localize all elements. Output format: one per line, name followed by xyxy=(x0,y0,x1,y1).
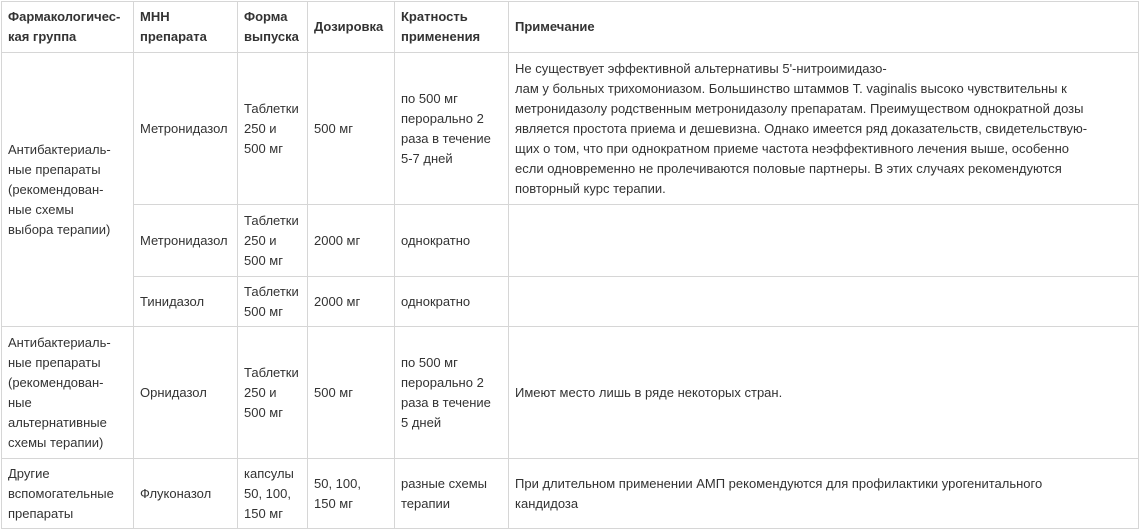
header-inn xyxy=(134,2,238,53)
inn-cell xyxy=(134,277,238,327)
header-note xyxy=(509,2,1139,53)
table-row xyxy=(2,327,1139,459)
form-value: Таблетки 250 и 500 мг xyxy=(244,212,299,268)
dose-cell xyxy=(308,277,395,327)
dose-value: 500 мг xyxy=(314,120,353,136)
freq-value: по 500 мг перорально 2 раза в течение 5-7 дней xyxy=(401,90,491,166)
dose-cell xyxy=(308,205,395,277)
header-form xyxy=(238,2,308,53)
header-form-text: Форма выпуска xyxy=(244,9,299,44)
header-freq xyxy=(395,2,509,53)
freq-cell xyxy=(395,327,509,459)
form-cell xyxy=(238,277,308,327)
note-value: При длительном применении АМП рекомендуются для профилактики урогенитального кандидоза xyxy=(515,475,1043,511)
freq-cell xyxy=(395,277,509,327)
note-cell xyxy=(509,327,1139,459)
table-header-row xyxy=(2,2,1139,53)
header-dose-text: Дозировка xyxy=(314,19,384,34)
inn-value: Тинидазол xyxy=(140,293,205,309)
form-cell xyxy=(238,205,308,277)
form-value: капсулы 50, 100, 150 мг xyxy=(244,465,294,521)
group-label: Антибактериаль- ные препараты (рекомендован- ные схемы выбора терапии) xyxy=(8,141,111,237)
inn-value: Метронидазол xyxy=(140,232,228,248)
dose-value: 50, 100, 150 мг xyxy=(314,475,361,511)
drug-table xyxy=(1,1,1139,529)
dose-cell xyxy=(308,327,395,459)
freq-value: однократно xyxy=(401,293,471,309)
freq-cell xyxy=(395,459,509,529)
header-dose xyxy=(308,2,395,53)
group-label: Антибактериаль- ные препараты (рекомендован- ные альтернативные схемы терапии) xyxy=(8,334,111,450)
form-value: Таблетки 250 и 500 мг xyxy=(244,100,299,156)
dose-cell xyxy=(308,459,395,529)
table-row xyxy=(2,277,1139,327)
dose-value: 2000 мг xyxy=(314,232,361,248)
group-label: Другие вспомогательные препараты xyxy=(8,465,114,521)
dose-value: 500 мг xyxy=(314,384,353,400)
freq-value: разные схемы терапии xyxy=(401,475,488,511)
form-value: Таблетки 500 мг xyxy=(244,283,299,319)
header-group-text: Фармакологичес- кая группа xyxy=(8,9,121,44)
freq-value: однократно xyxy=(401,232,471,248)
inn-cell xyxy=(134,459,238,529)
note-cell xyxy=(509,277,1139,327)
form-cell xyxy=(238,459,308,529)
group-cell xyxy=(2,327,134,459)
freq-cell xyxy=(395,53,509,205)
form-cell xyxy=(238,53,308,205)
form-cell xyxy=(238,327,308,459)
freq-cell xyxy=(395,205,509,277)
group-cell xyxy=(2,459,134,529)
header-group xyxy=(2,2,134,53)
form-value: Таблетки 250 и 500 мг xyxy=(244,364,299,420)
header-note-text: Примечание xyxy=(515,19,595,34)
header-freq-text: Кратность применения xyxy=(401,9,481,44)
inn-cell xyxy=(134,53,238,205)
table-row xyxy=(2,459,1139,529)
table-row xyxy=(2,205,1139,277)
group-cell xyxy=(2,53,134,327)
inn-value: Метронидазол xyxy=(140,120,228,136)
note-cell xyxy=(509,205,1139,277)
header-inn-text: МНН препарата xyxy=(140,9,207,44)
note-cell xyxy=(509,53,1139,205)
freq-value: по 500 мг перорально 2 раза в течение 5 дней xyxy=(401,354,491,430)
inn-value: Орнидазол xyxy=(140,384,207,400)
table-row xyxy=(2,53,1139,205)
inn-value: Флуконазол xyxy=(140,485,212,501)
inn-cell xyxy=(134,327,238,459)
note-cell xyxy=(509,459,1139,529)
inn-cell xyxy=(134,205,238,277)
note-value: Имеют место лишь в ряде некоторых стран. xyxy=(515,384,783,400)
dose-cell xyxy=(308,53,395,205)
dose-value: 2000 мг xyxy=(314,293,361,309)
note-value: Не существует эффективной альтернативы 5'-нитроимидазо- лам у больных трихомониазом. Большинство штаммов T. vaginalis высоко чувствительны к метронидазолу родственным метронидазолу препаратам. Преимуществом однократной дозы является простота приема и дешевизна. Однако имеется ряд доказательств, свидетельствую- щих о том, что при однократном приеме частота неэффективного лечения выше, особенно если одновременно не пролечиваются половые партнеры. В этих случаях рекомендуются повторный курс терапии. xyxy=(515,61,1088,196)
